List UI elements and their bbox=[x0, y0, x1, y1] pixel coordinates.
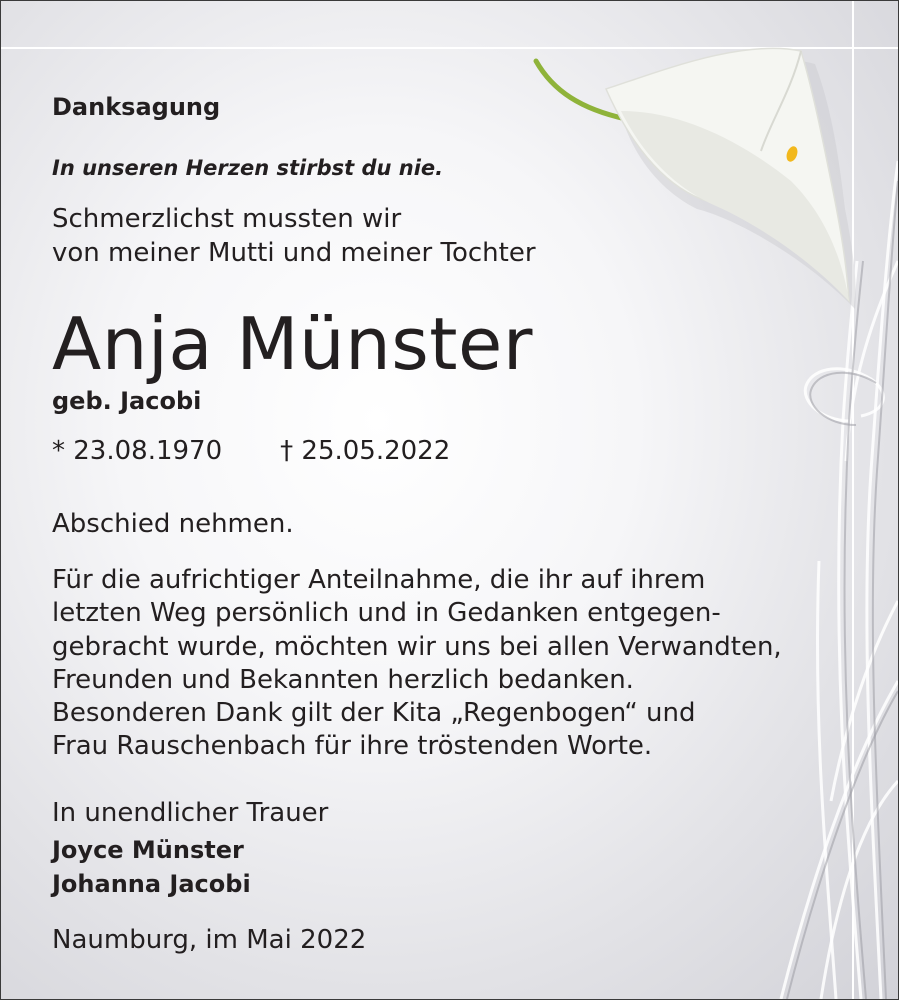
mourning-text: In unendlicher Trauer bbox=[52, 798, 329, 828]
flower-petal bbox=[606, 48, 849, 301]
flower-spadix bbox=[785, 145, 800, 163]
thanks-line: Frau Rauschenbach für ihre tröstenden Worte. bbox=[52, 731, 653, 762]
motto: In unseren Herzen stirbst du nie. bbox=[52, 156, 444, 180]
thanks-line: Für die aufrichtiger Anteilnahme, die ihr auf ihrem bbox=[52, 565, 706, 595]
thanks-line: Freunden und Bekannten herzlich bedanken. bbox=[52, 664, 634, 695]
death-date: † 25.05.2022 bbox=[280, 436, 451, 466]
intro-line: Schmerzlichst mussten wir bbox=[52, 204, 402, 234]
life-dates bbox=[52, 436, 450, 466]
grass-shadows bbox=[787, 181, 898, 999]
farewell-text: Abschied nehmen. bbox=[52, 509, 294, 539]
thanks-line: Besonderen Dank gilt der Kita „Regenbogen“ und bbox=[52, 698, 696, 729]
signatory: Johanna Jacobi bbox=[52, 870, 251, 898]
heading: Danksagung bbox=[52, 93, 221, 121]
signatory: Joyce Münster bbox=[52, 836, 244, 864]
intro-text bbox=[52, 202, 536, 270]
flower-stem bbox=[536, 61, 626, 119]
place-date: Naumburg, im Mai 2022 bbox=[52, 925, 367, 955]
deceased-name: Anja Münster bbox=[52, 302, 533, 386]
flower-petal-fold bbox=[621, 111, 849, 301]
intro-line: von meiner Mutti und meiner Tochter bbox=[52, 238, 536, 268]
birth-date: * 23.08.1970 bbox=[52, 436, 223, 466]
thanks-line: letzten Weg persönlich und in Gedanken entgegen- bbox=[52, 598, 721, 629]
thanks-line: gebracht wurde, möchten wir uns bei allen Verwandten, bbox=[52, 631, 782, 662]
thanks-paragraph bbox=[52, 564, 782, 764]
grass-blades bbox=[781, 161, 898, 999]
maiden-name: geb. Jacobi bbox=[52, 387, 202, 415]
